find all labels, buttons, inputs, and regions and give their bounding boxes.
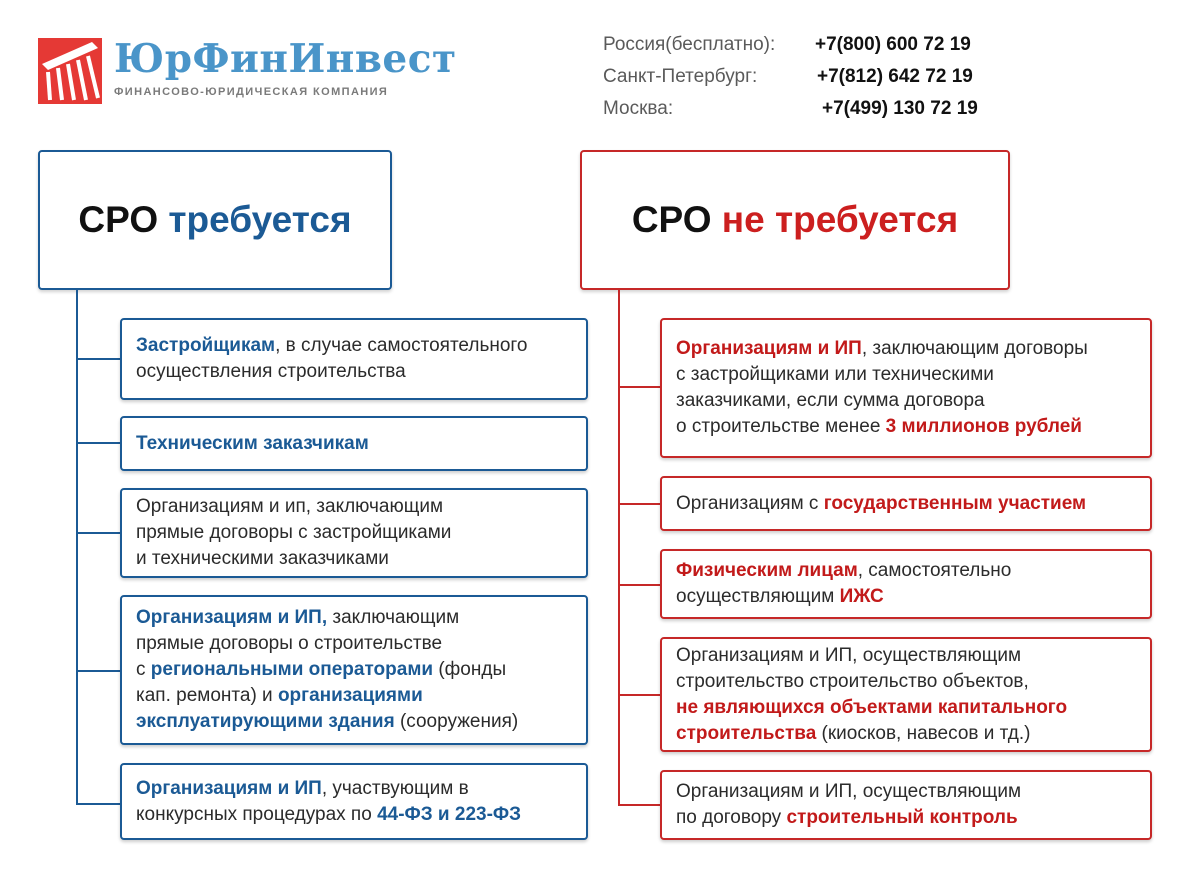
item-highlight: Физическим лицам: [676, 560, 858, 581]
item-highlight: ИЖС: [839, 586, 884, 607]
item-text-line: [676, 695, 1136, 721]
item-highlight: строительства: [676, 722, 817, 744]
item-text-line: [676, 558, 1136, 584]
item-highlight: Техническим заказчикам: [136, 432, 369, 454]
right-branch-line: [618, 694, 660, 696]
item-highlight: эксплуатирующими здания: [136, 711, 395, 732]
required-item-technical-customers: [120, 416, 588, 471]
item-text-line: [676, 643, 1136, 669]
item-text: и техническими заказчиками: [136, 548, 389, 569]
item-highlight: Организациям и ИП: [676, 338, 862, 359]
item-text-line: [136, 657, 572, 683]
item-text-line: [136, 709, 572, 735]
item-text: Организациям и ИП, осуществляющим: [676, 644, 1022, 666]
right-branch-line: [618, 804, 660, 806]
item-highlight: Застройщикам: [136, 335, 276, 356]
sro-not-required-header: [580, 150, 1010, 290]
contact-row: [603, 98, 673, 120]
item-text-line: [676, 584, 1136, 610]
contact-phone: +7(812) 642 72 19: [817, 66, 973, 87]
item-text-line: [676, 721, 1136, 747]
item-text: заказчиками, если сумма договора: [676, 390, 985, 411]
item-text-line: [136, 631, 572, 657]
left-branch-line: [76, 670, 120, 672]
item-text-line: [136, 802, 572, 828]
item-highlight: региональными операторами: [150, 659, 434, 680]
item-highlight: организациями: [277, 685, 423, 706]
item-text-line: [676, 491, 1136, 517]
not-required-item-construction-control: [660, 770, 1152, 840]
item-text-line: [136, 605, 572, 631]
required-item-developers: [120, 318, 588, 400]
item-text: (киосков, навесов и тд.): [816, 722, 1031, 744]
item-text: , самостоятельно: [857, 560, 1012, 581]
item-text: осуществления строительства: [136, 361, 406, 382]
contact-phone: +7(499) 130 72 19: [822, 98, 978, 119]
logo-subtitle: ФИНАНСОВО-ЮРИДИЧЕСКАЯ КОМПАНИЯ: [114, 86, 389, 98]
left-branch-line: [76, 532, 120, 534]
item-text: Организациям с: [676, 492, 824, 514]
contact-phone: +7(800) 600 72 19: [815, 34, 971, 55]
item-text: , в случае самостоятельного: [275, 335, 528, 356]
required-item-direct-contracts: [120, 488, 588, 578]
item-text-line: [676, 669, 1136, 695]
right-trunk-line: [618, 288, 620, 806]
not-required-item-state-participation: [660, 476, 1152, 531]
item-text: (сооружения): [394, 711, 519, 732]
not-required-item-small-contracts: [660, 318, 1152, 458]
right-branch-line: [618, 503, 660, 505]
logo-icon: [38, 38, 102, 104]
left-branch-line: [76, 442, 120, 444]
item-text: прямые договоры с застройщиками: [136, 522, 452, 543]
item-text: кап. ремонта) и: [136, 685, 278, 706]
item-text-line: [136, 333, 572, 359]
item-text-line: [676, 336, 1136, 362]
item-text: , заключающим договоры: [861, 338, 1088, 359]
item-text: по договору: [676, 807, 787, 828]
header-keyword: требуется: [168, 199, 352, 240]
contact-city: Москва:: [603, 98, 674, 119]
right-branch-line: [618, 584, 660, 586]
item-text-line: [676, 805, 1136, 831]
item-highlight: 44-ФЗ и 223-ФЗ: [377, 803, 522, 825]
header-prefix: СРО: [631, 199, 712, 240]
left-trunk-line: [76, 288, 78, 805]
item-text-line: [676, 779, 1136, 805]
left-branch-line: [76, 803, 120, 805]
item-text: строительство строительство объектов,: [676, 670, 1029, 692]
sro-required-header: [38, 150, 392, 290]
item-text: прямые договоры о строительстве: [136, 633, 443, 654]
item-text: о строительстве менее: [676, 416, 886, 437]
item-highlight: Организациям и ИП,: [136, 607, 328, 628]
item-text-line: [136, 520, 572, 546]
contact-city: Санкт-Петербург:: [603, 66, 758, 87]
left-branch-line: [76, 358, 120, 360]
item-text-line: [136, 546, 572, 572]
item-highlight: государственным участием: [823, 492, 1087, 514]
item-highlight: 3 миллионов рублей: [885, 416, 1082, 437]
item-text-line: [136, 431, 572, 457]
item-text-line: [136, 776, 572, 802]
item-text: (фонды: [433, 659, 507, 680]
item-text-line: [136, 494, 572, 520]
item-text-line: [676, 362, 1136, 388]
not-required-item-non-capital: [660, 637, 1152, 752]
required-item-tenders: [120, 763, 588, 840]
item-text: заключающим: [327, 607, 460, 628]
required-item-regional-operators: [120, 595, 588, 745]
item-highlight: Организациям и ИП: [136, 777, 322, 799]
item-text-line: [676, 388, 1136, 414]
contact-city: Россия(бесплатно):: [603, 34, 776, 55]
header-prefix: СРО: [78, 199, 159, 240]
not-required-item-individuals: [660, 549, 1152, 619]
contact-row: [603, 34, 775, 56]
item-highlight: строительный контроль: [786, 807, 1018, 828]
right-branch-line: [618, 386, 660, 388]
item-text: конкурсных процедурах по: [136, 803, 378, 825]
item-text-line: [136, 683, 572, 709]
item-text: осуществляющим: [676, 586, 840, 607]
header-keyword: не требуется: [721, 199, 959, 240]
item-text-line: [676, 414, 1136, 440]
item-highlight: не являющихся объектами капитального: [676, 696, 1068, 718]
item-text-line: [136, 359, 572, 385]
item-text: Организациям и ИП, осуществляющим: [676, 781, 1022, 802]
logo-name: ЮрФинИнвест: [114, 36, 457, 82]
item-text: с застройщиками или техническими: [676, 364, 994, 385]
item-text: Организациям и ип, заключающим: [136, 496, 444, 517]
contact-row: [603, 66, 757, 88]
item-text: с: [136, 659, 151, 680]
item-text: , участвующим в: [321, 777, 469, 799]
